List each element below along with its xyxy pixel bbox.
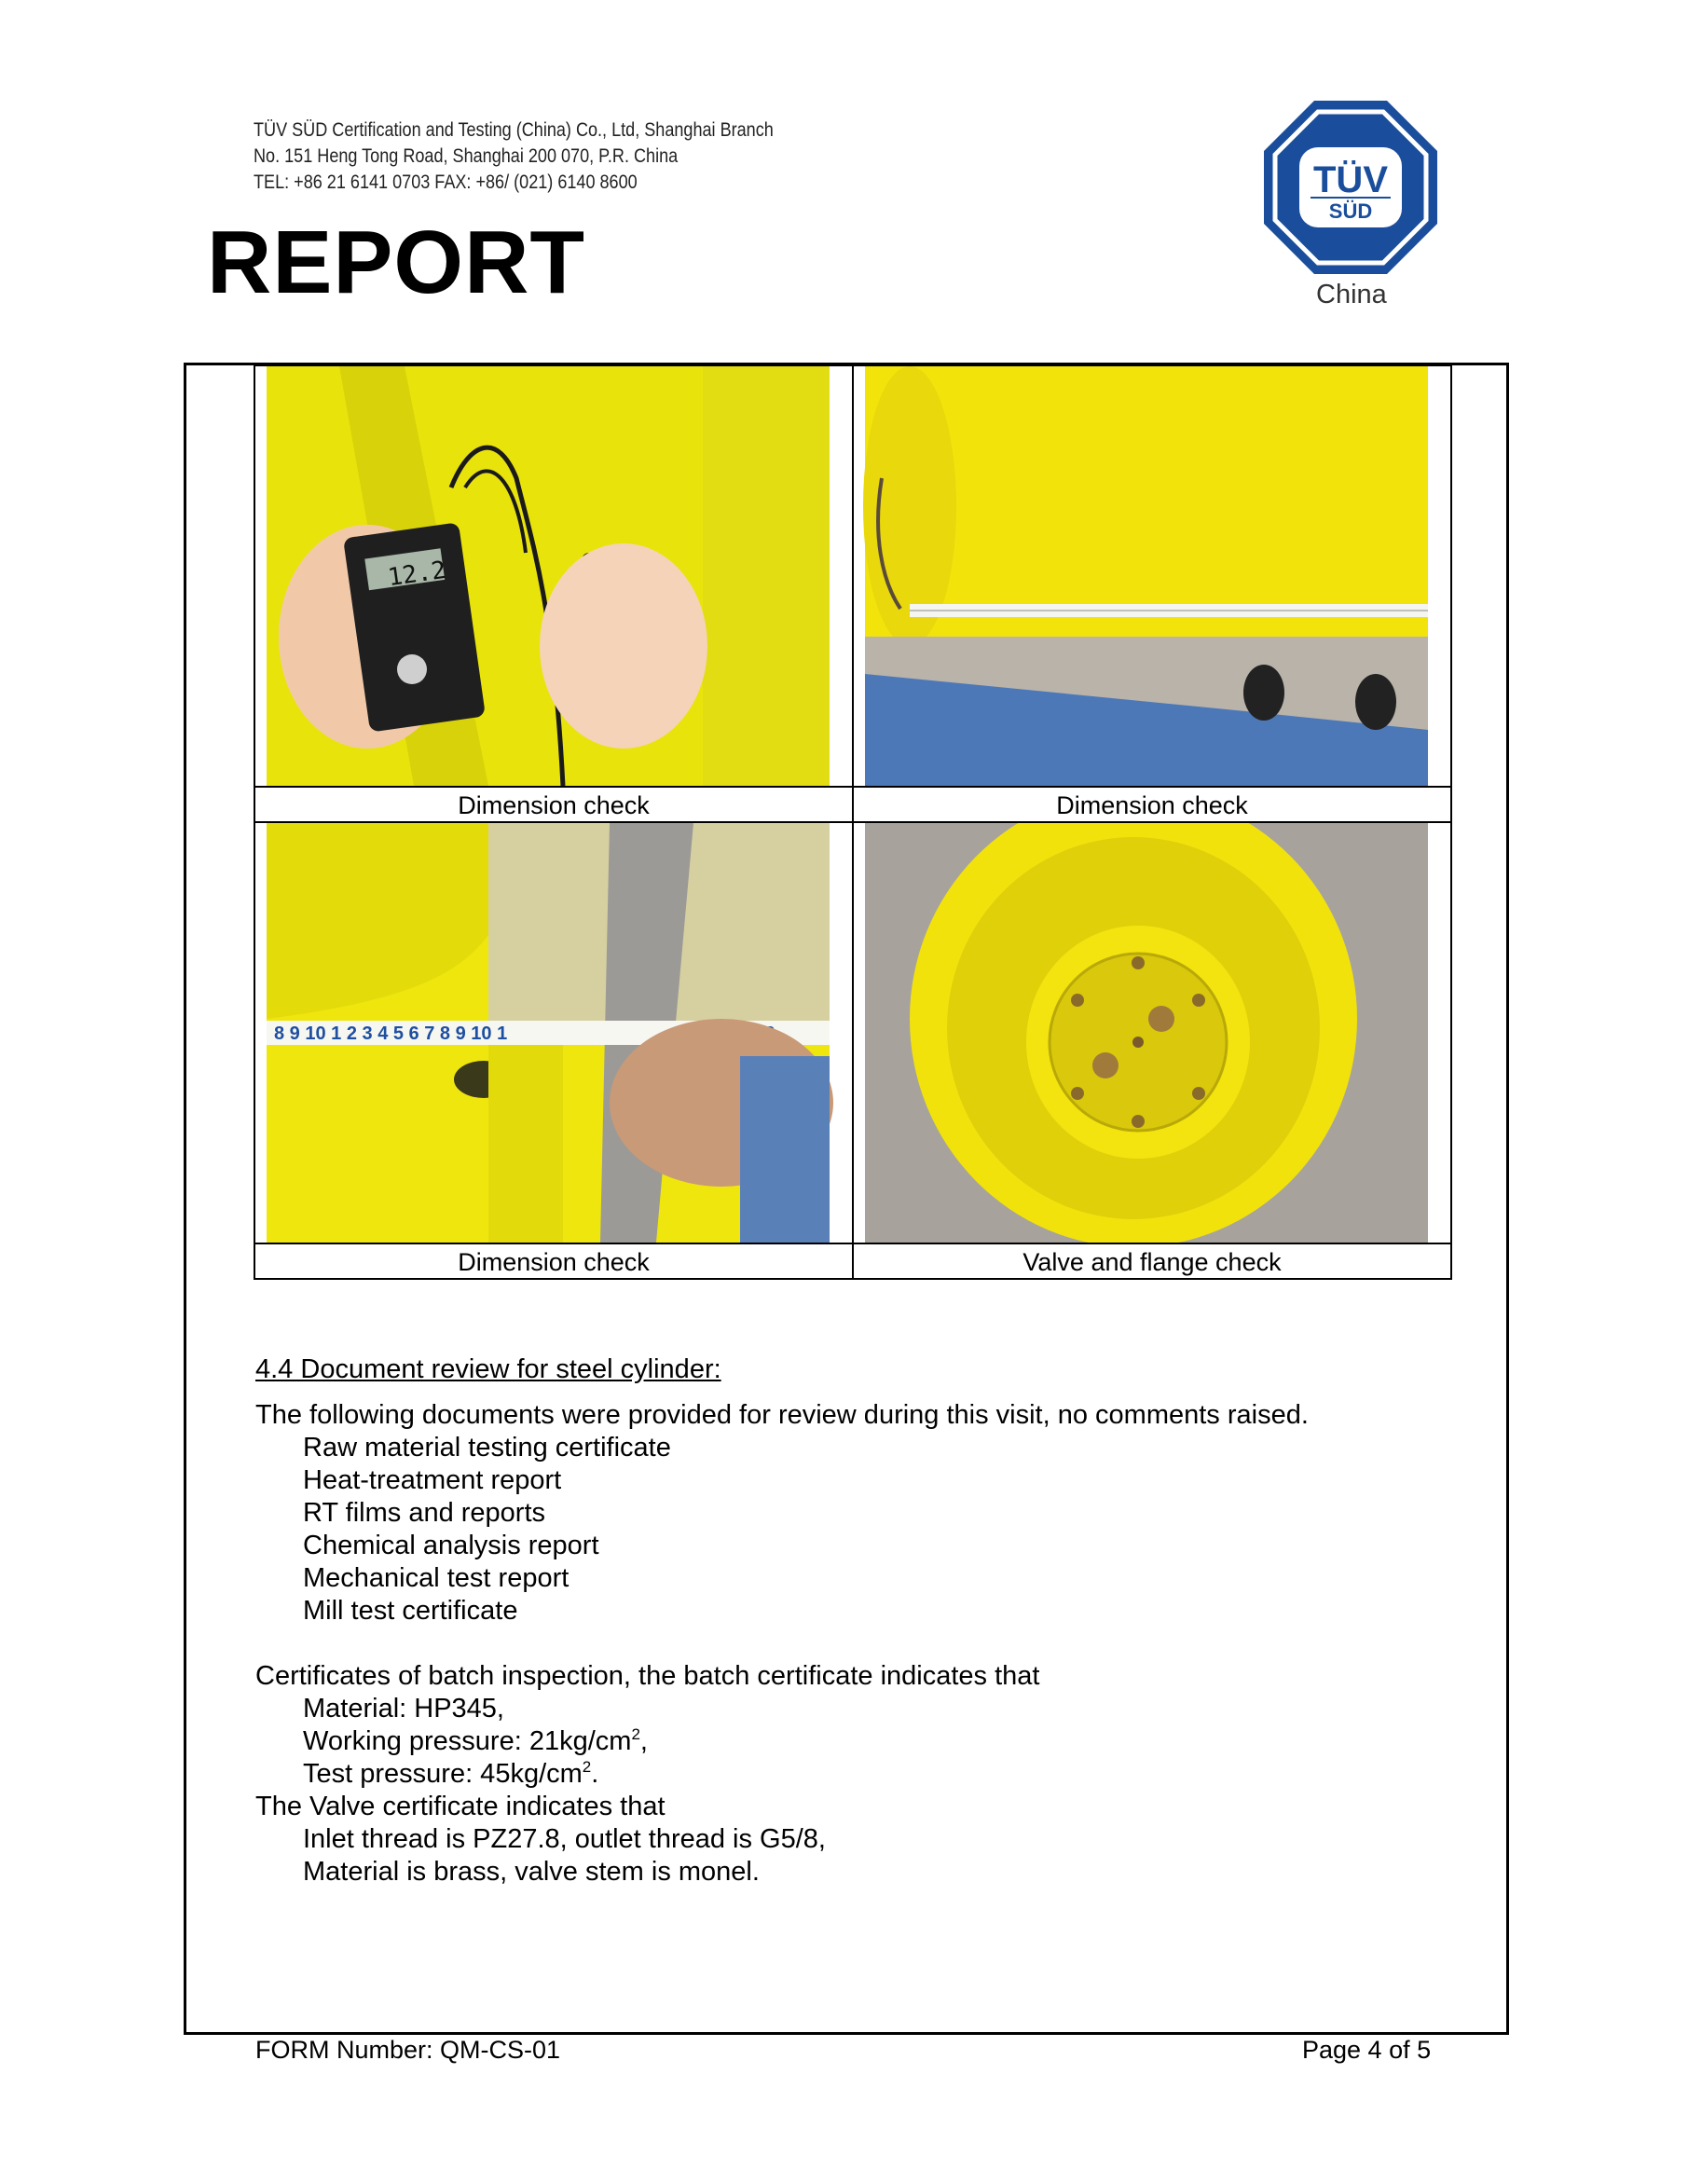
page-number: Page 4 of 5 <box>1302 2036 1432 2064</box>
photo-cylinder-flange <box>854 823 1450 1243</box>
photo-caption: Dimension check <box>458 791 650 819</box>
company-address-block <box>254 117 774 196</box>
document-list-item: Heat-treatment report <box>303 1465 562 1495</box>
photo-caption: Dimension check <box>1056 791 1248 819</box>
form-number: FORM Number: QM-CS-01 <box>255 2036 561 2064</box>
document-list-item: RT films and reports <box>303 1498 546 1528</box>
photo-thickness-gauge <box>255 366 852 786</box>
document-review-section <box>255 1353 1467 1889</box>
svg-text:8 9 10 1 2 3 4 5 6 7 8 9 10 1: 8 9 10 1 2 3 4 5 6 7 8 9 10 1 <box>274 1023 508 1044</box>
valve-thread-line: Inlet thread is PZ27.8, outlet thread is G5/8, <box>303 1824 826 1854</box>
photo-tape-measure-cylinder <box>854 366 1450 786</box>
photo-ruler-tape <box>255 823 852 1243</box>
document-list-item: Mechanical test report <box>303 1563 570 1593</box>
material-line: Material: HP345, <box>303 1694 504 1724</box>
document-list-item: Chemical analysis report <box>303 1531 599 1560</box>
document-list-item: Mill test certificate <box>303 1596 518 1626</box>
photo-caption: Valve and flange check <box>1022 1248 1282 1276</box>
logo-text-sud: SÜD <box>1328 199 1373 223</box>
photo-caption: Dimension check <box>458 1248 650 1276</box>
working-pressure-line: Working pressure: $21kg/cm^2$, <box>303 1725 648 1756</box>
gauge-reading: 12.2 <box>386 556 448 593</box>
photo-table <box>254 364 1452 1280</box>
valve-material-line: Material is brass, valve stem is monel. <box>303 1857 760 1887</box>
section-intro: The following documents were provided for review during this visit, no comments raised. <box>255 1400 1309 1430</box>
company-name: TÜV SÜD Certification and Testing (China) Co., Ltd, Shanghai Branch <box>254 119 774 141</box>
company-address: No. 151 Heng Tong Road, Shanghai 200 070, P.R. China <box>254 145 679 167</box>
batch-intro: Certificates of batch inspection, the batch certificate indicates that <box>255 1661 1040 1691</box>
section-heading: 4.4 Document review for steel cylinder: <box>255 1354 721 1384</box>
logo-text-tuv: TÜV <box>1313 159 1388 200</box>
valve-intro: The Valve certificate indicates that <box>255 1792 666 1821</box>
report-title: REPORT <box>207 213 586 312</box>
test-pressure-line: Test pressure: $45kg/cm^2$. <box>303 1758 599 1789</box>
company-contact: TEL: +86 21 6141 0703 FAX: +86/ (021) 6140 8600 <box>254 172 638 193</box>
logo-region: China <box>1316 280 1387 309</box>
document-list-item: Raw material testing certificate <box>303 1433 671 1463</box>
tuv-sud-logo <box>1262 99 1439 276</box>
